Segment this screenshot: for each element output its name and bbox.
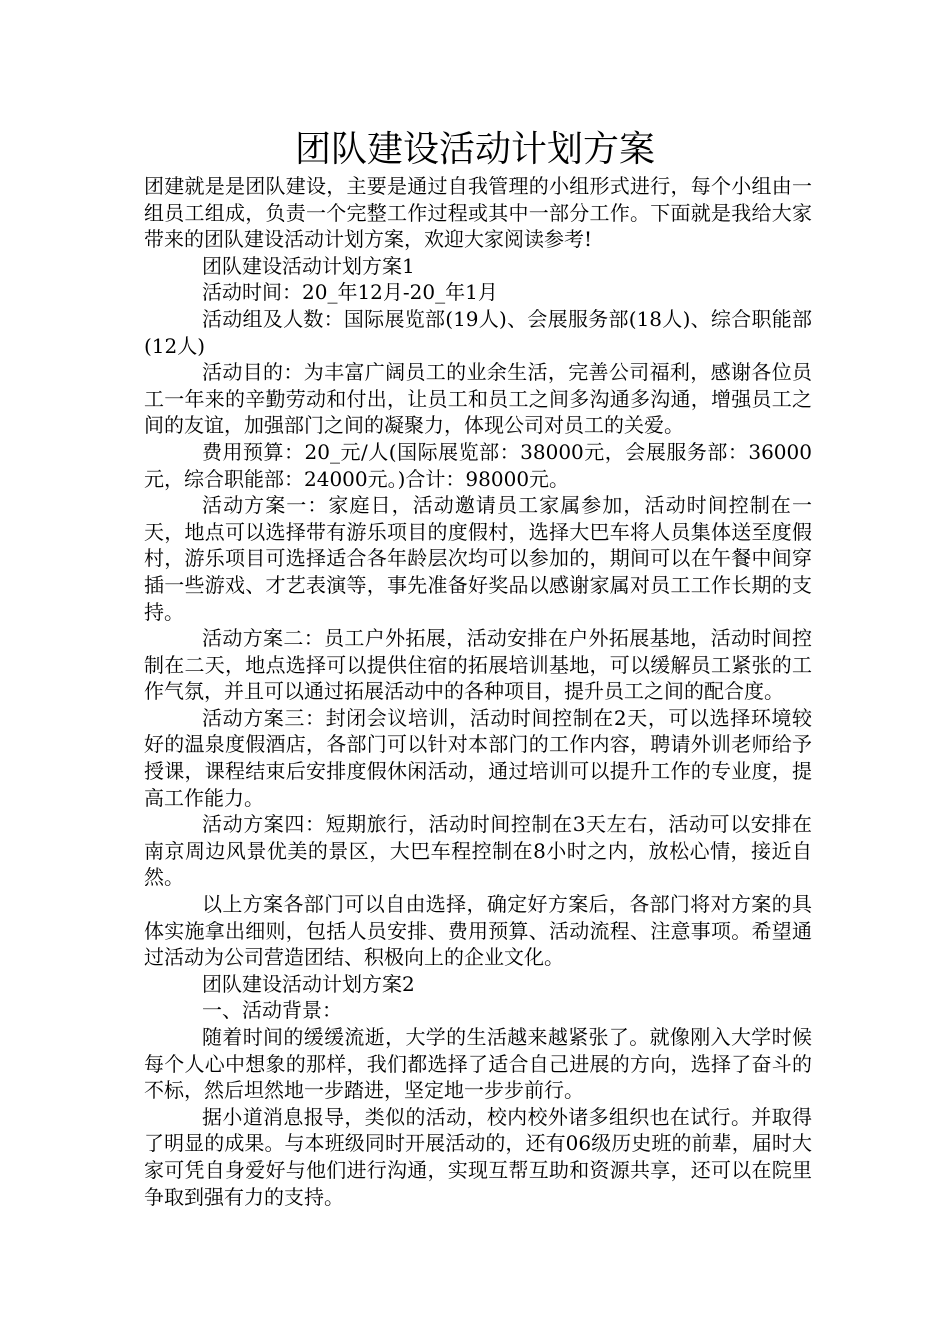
- paragraph-option-1: 活动方案一：家庭日，活动邀请员工家属参加，活动时间控制在一天，地点可以选择带有游乐项目的度假村，选择大巴车将人员集体送至度假村，游乐项目可选择适合各年龄层次均可以参加的，期间可以在午餐中间穿插一些游戏、才艺表演等，事先准备好奖品以感谢家属对员工工作长期的支持。: [144, 493, 812, 624]
- section-heading-plan-1: 团队建设活动计划方案1: [202, 253, 415, 278]
- paragraph-purpose: 活动目的：为丰富广阔员工的业余生活，完善公司福利，感谢各位员工一年来的辛勤劳动和付出，让员工和员工之间多沟通多沟通，增强员工之间的友谊，加强部门之间的凝聚力，体现公司对员工的关爱。: [144, 360, 812, 438]
- paragraph-activity-time: 活动时间：20_年12月-20_年1月: [202, 280, 498, 305]
- paragraph-summary: 以上方案各部门可以自由选择，确定好方案后，各部门将对方案的具体实施拿出细则，包括人员安排、费用预算、活动流程、注意事项。希望通过活动为公司营造团结、积极向上的企业文化。: [144, 892, 812, 970]
- paragraph-background-2: 据小道消息报导，类似的活动，校内校外诸多组织也在试行。并取得了明显的成果。与本班级同时开展活动的，还有06级历史班的前辈，届时大家可凭自身爱好与他们进行沟通，实现互帮互助和资源共享，还可以在院里争取到强有力的支持。: [144, 1104, 812, 1209]
- paragraph-option-2: 活动方案二：员工户外拓展，活动安排在户外拓展基地，活动时间控制在二天，地点选择可以提供住宿的拓展培训基地，可以缓解员工紧张的工作气氛，并且可以通过拓展活动中的各种项目，提升员工之间的配合度。: [144, 626, 812, 704]
- paragraph-option-3: 活动方案三：封闭会议培训，活动时间控制在2天，可以选择环境较好的温泉度假酒店，各部门可以针对本部门的工作内容，聘请外训老师给予授课，课程结束后安排度假休闲活动，通过培训可以提升工作的专业度，提高工作能力。: [144, 705, 812, 810]
- paragraph-background-1: 随着时间的缓缓流逝，大学的生活越来越紧张了。就像刚入大学时候每个人心中想象的那样，我们都选择了适合自己进展的方向，选择了奋斗的不标，然后坦然地一步踏进，坚定地一步步前行。: [144, 1025, 812, 1103]
- document-body: [144, 173, 812, 1210]
- paragraph-budget: 费用预算：20_元/人(国际展览部：38000元，会展服务部：36000元，综合职能部：24000元。)合计：98000元。: [144, 439, 812, 491]
- paragraph-intro: 团建就是是团队建设，主要是通过自我管理的小组形式进行，每个小组由一组员工组成，负责一个完整工作过程或其中一部分工作。下面就是我给大家带来的团队建设活动计划方案，欢迎大家阅读参考!: [144, 174, 812, 252]
- paragraph-option-4: 活动方案四：短期旅行，活动时间控制在3天左右，活动可以安排在南京周边风景优美的景区，大巴车程控制在8小时之内，放松心情，接近自然。: [144, 812, 812, 890]
- subheading-background: 一、活动背景：: [202, 998, 342, 1023]
- document-title: 团队建设活动计划方案: [294, 129, 655, 170]
- section-heading-plan-2: 团队建设活动计划方案2: [202, 971, 415, 996]
- paragraph-groups: 活动组及人数：国际展览部(19人)、会展服务部(18人)、综合职能部(12人): [144, 306, 812, 358]
